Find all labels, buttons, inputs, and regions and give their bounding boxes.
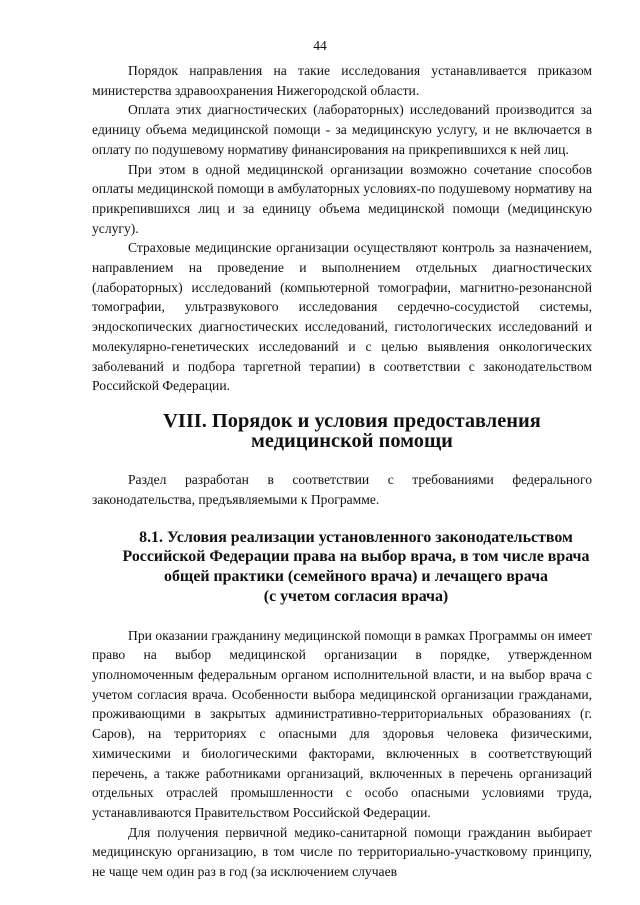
page-number: 44 (313, 38, 327, 53)
subsection-title-line: 8.1. Условия реализации установленного законодательством (139, 528, 573, 546)
subsection-title (92, 528, 592, 607)
paragraph: Страховые медицинские организации осуществляют контроль за назначением, направлением на проведение и выполнением отдельных диагностических (лабораторных) исследований (компьютерной томографии, магнитно-резонансной томографии, ультразвукового исследования сердечно-сосудистой системы, эндоскопических диагностических исследований, гистологических исследований и молекулярно-генетических исследований и с целью выявления онкологических заболеваний и подбора таргетной терапии) в соответствии с законодательством Российской Федерации. (92, 240, 592, 394)
paragraph: При этом в одной медицинской организации возможно сочетание способов оплаты медицинской помощи в амбулаторных условиях-по подушевому нормативу на прикрепившихся лиц и за единицу объема медицинской помощи (медицинскую услугу). (92, 161, 592, 236)
subsection-title-line: Российской Федерации права на выбор врача, в том числе врача (122, 548, 590, 566)
section-title: VIII. Порядок и условия предоставления медицинской помощи (163, 409, 541, 452)
spacer (92, 451, 592, 470)
paragraph: При оказании гражданину медицинской помощи в рамках Программы он имеет право на выбор медицинской организации в порядке, утвержденном уполномоченным федеральным органом исполнительной власти, и на выбор врача с учетом согласия врача. Особенности выбора медицинской организации гражданами, проживающими в закрытых административно-территориальных образованиях (г. Саров), на территориях с опасными для здоровья человека физическими, химическими и биологическими факторами, включенных в соответствующий перечень, а также работниками организаций, включенных в перечень организаций отдельных отраслей промышленности с особо опасными условиями труда, устанавливаются Правительством Российской Федерации. (92, 627, 592, 820)
paragraph: Оплата этих диагностических (лабораторных) исследований производится за единицу объема медицинской помощи - за медицинскую услугу, и не включается в оплату по подушевому нормативу финансирования на прикрепившихся к ней лиц. (92, 102, 592, 157)
paragraph: Для получения первичной медико-санитарной помощи гражданин выбирает медицинскую организацию, в том числе по территориально-участковому принципу, не чаще чем один раз в год (за исключением случаев (92, 824, 592, 880)
subsection-title-line: общей практики (семейного врача) и лечащего врача (163, 568, 549, 586)
section-intro: Раздел разработан в соответствии с требованиями федерального законодательства, предъявляемыми к Программе. (92, 472, 592, 508)
spacer (92, 607, 592, 626)
document-body (92, 61, 592, 882)
paragraph: Порядок направления на такие исследования устанавливается приказом министерства здравоохранения Нижегородской области. (92, 63, 592, 98)
subsection-title-line: (с учетом согласия врача) (263, 587, 449, 605)
